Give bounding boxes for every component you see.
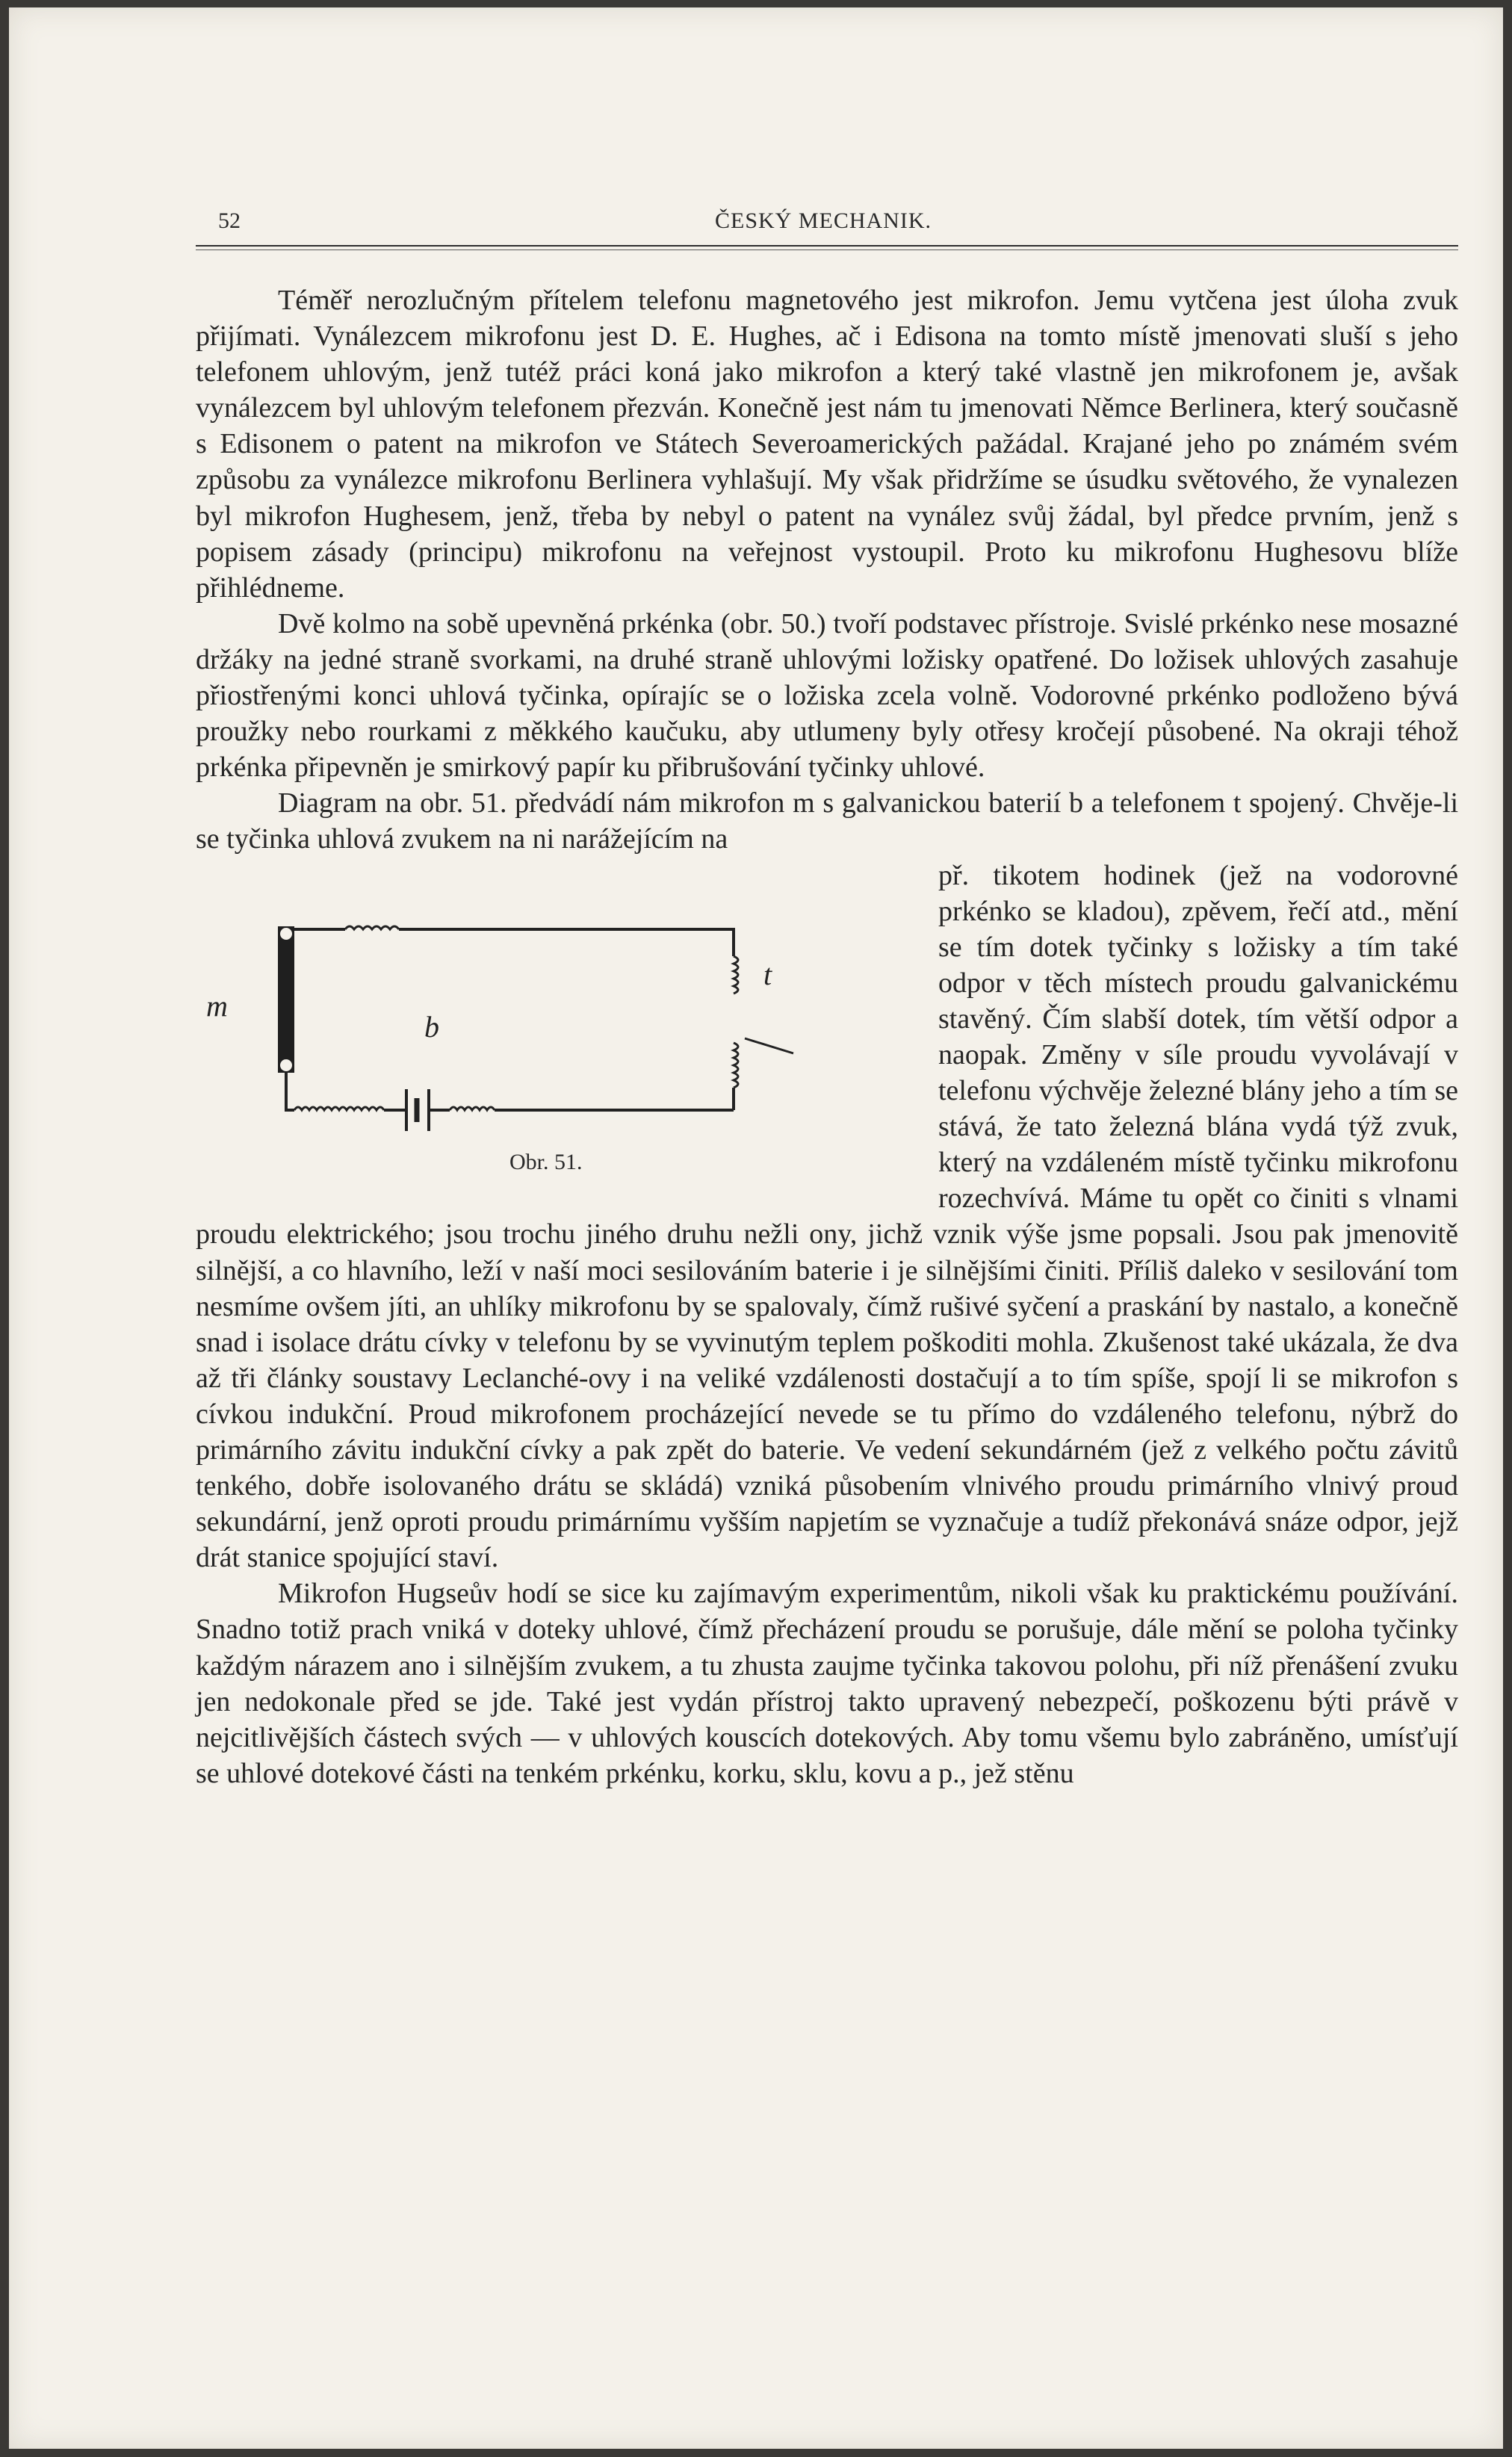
book-page xyxy=(9,7,1503,2449)
article-body xyxy=(196,282,1458,1791)
page-number: 52 xyxy=(218,208,241,233)
top-wire-right xyxy=(399,929,734,956)
microphone-block xyxy=(278,926,294,1073)
paragraph-1: Téměř nerozlučným přítelem telefonu magnetového jest mikrofon. Jemu vytčena jest úloha zvuk přijímati. Vynálezcem mikrofonu jest D. E. Hughes, ač i Edisona na tomto místě jmenovati sluší s jeho telefonem uhlovým, jenž tutéž práci koná jako mikrofon a který také vlastně jen mikrofonem je, avšak vynálezcem byl uhlovým telefonem přezván. Konečně jest nám tu jmenovati Němce Berlinera, který současně s Edisonem o patent na mikrofon ve Státech Severoamerických pažádal. Krajané jeho po známém svém způsobu za vynálezce mikrofonu Berlinera vyhlašují. My však přidržíme se úsudku světového, že vynalezen byl mikrofon Hughesem, jenž, třeba by nebyl o patent na vynález svůj žádal, byl předce prvním, jenž s popisem zásady (principu) mikrofonu na veřejnost vystoupil. Proto ku mikrofonu Hughesovu blíže přihlédneme. xyxy=(196,285,1458,604)
top-coil xyxy=(345,926,399,929)
label-m: m xyxy=(206,988,228,1023)
header-rule xyxy=(196,245,1458,247)
figure-caption: Obr. 51. xyxy=(509,1149,583,1174)
microphone-contact-bottom xyxy=(280,1059,292,1071)
paragraph-3-start: Diagram na obr. 51. předvádí nám mikrofon m s galvanickou baterií b a telefonem t spojený. Chvěje-li se tyčinka uhlová zvukem na ni narážejícím na xyxy=(196,787,1458,855)
telephone-pointer xyxy=(745,1038,793,1053)
label-b: b xyxy=(424,1009,439,1044)
bottom-coil-right xyxy=(450,1107,495,1110)
figure-51 xyxy=(196,858,920,1183)
circuit-diagram xyxy=(196,858,920,1141)
running-head xyxy=(188,198,1458,243)
microphone-contact-top xyxy=(280,928,292,940)
paragraph-2: Dvě kolmo na sobě upevněná prkénka (obr. 50.) tvoří podstavec přístroje. Svislé prkénko nese mosazné držáky na jedné straně svorkami, na druhé straně uhlovými ložisky opatřené. Do ložisek uhlových zasahuje přiostřenými konci uhlová tyčinka, opírajíc se o ložiska zcela volně. Vodorovné prkénko podloženo bývá proužky nebo rourkami z měkkého kaučuku, aby utlumeny byly otřesy kročejí působené. Na okraji téhož prkénka připevněn je smirkový papír ku přibrušování tyčinky uhlové. xyxy=(196,607,1458,784)
telephone-coil-lower xyxy=(734,1043,738,1088)
label-t: t xyxy=(763,957,772,991)
bottom-wire-left xyxy=(286,1073,294,1110)
journal-title: ČESKÝ MECHANIK. xyxy=(714,208,932,233)
paragraph-4: Mikrofon Hugseův hodí se sice ku zajímavým experimentům, nikoli však ku praktickému používání. Snadno totiž prach vniká v doteky uhlové, čímž přecházení proudu se porušuje, dále mění se poloha tyčinky každým nárazem ano i silnějším zvukem, a tu zhusta zaujme tyčinka takovou polohu, při níž přenášení zvuku jen nedokonale před se jde. Také jest vydán přístroj takto upravený nebezpečí, poškozenu býti právě v nejcitlivějších částech svých — v uhlových kouscích dotekových. Aby tomu všemu bylo zabráněno, umísťují se uhlové dotekové části na tenkém prkénku, korku, sklu, kovu a p., jež stěnu xyxy=(196,1578,1458,1789)
telephone-coil-upper xyxy=(734,956,738,994)
bottom-coil-left xyxy=(294,1107,384,1110)
paragraph-3-continued: př. tikotem hodinek (jež na vodorovné prkénko se kladou), zpěvem, řečí atd., mění se tím dotek tyčinky s ložisky a tím také odpor v těch místech proudu galvanickému stavěný. Čím slabší dotek, tím větší odpor a naopak. Změny v síle proudu vyvolávají v telefonu výchvěje železné blány jeho a tím se stává, že tato železná blána vydá týž zvuk, který na vzdáleném místě tyčinku mikrofonu rozechvívá. Máme tu opět co činiti s vlnami proudu elektrického; jsou trochu jiného druhu nežli ony, jichž vznik výše jsme popsali. Jsou pak jmenovitě silnější, a co hlavního, leží v naší moci sesilováním baterie i je silnějšími činiti. Příliš daleko v sesilování tom nesmíme ovšem jíti, an uhlíky mikrofonu by se spalovaly, čímž rušivé syčení a praskání by nastalo, a konečně snad i isolace drátu cívky v telefonu by se vyvinutým teplem poškoditi mohla. Zkušenost také ukázala, že dva až tři články soustavy Leclanché-ovy i na veliké vzdálenosti dostačují a to tím spíše, spojí li se mikrofon s cívkou indukční. Proud mikrofonem procházející nevede se tu přímo do vzdáleného telefonu, nýbrž do primárního závitu indukční cívky a pak zpět do baterie. Ve vedení sekundárném (jež z velkého počtu závitů tenkého, dobře isolovaného drátu se skládá) vzniká působením vlnivého proudu primárního vlnivý proud sekundární, jenž oproti proudu primárnímu vyšším napjetím se vyznačuje a tudíž překonává snáze odpor, jejž drát stanice spojující staví. xyxy=(196,859,1458,1574)
